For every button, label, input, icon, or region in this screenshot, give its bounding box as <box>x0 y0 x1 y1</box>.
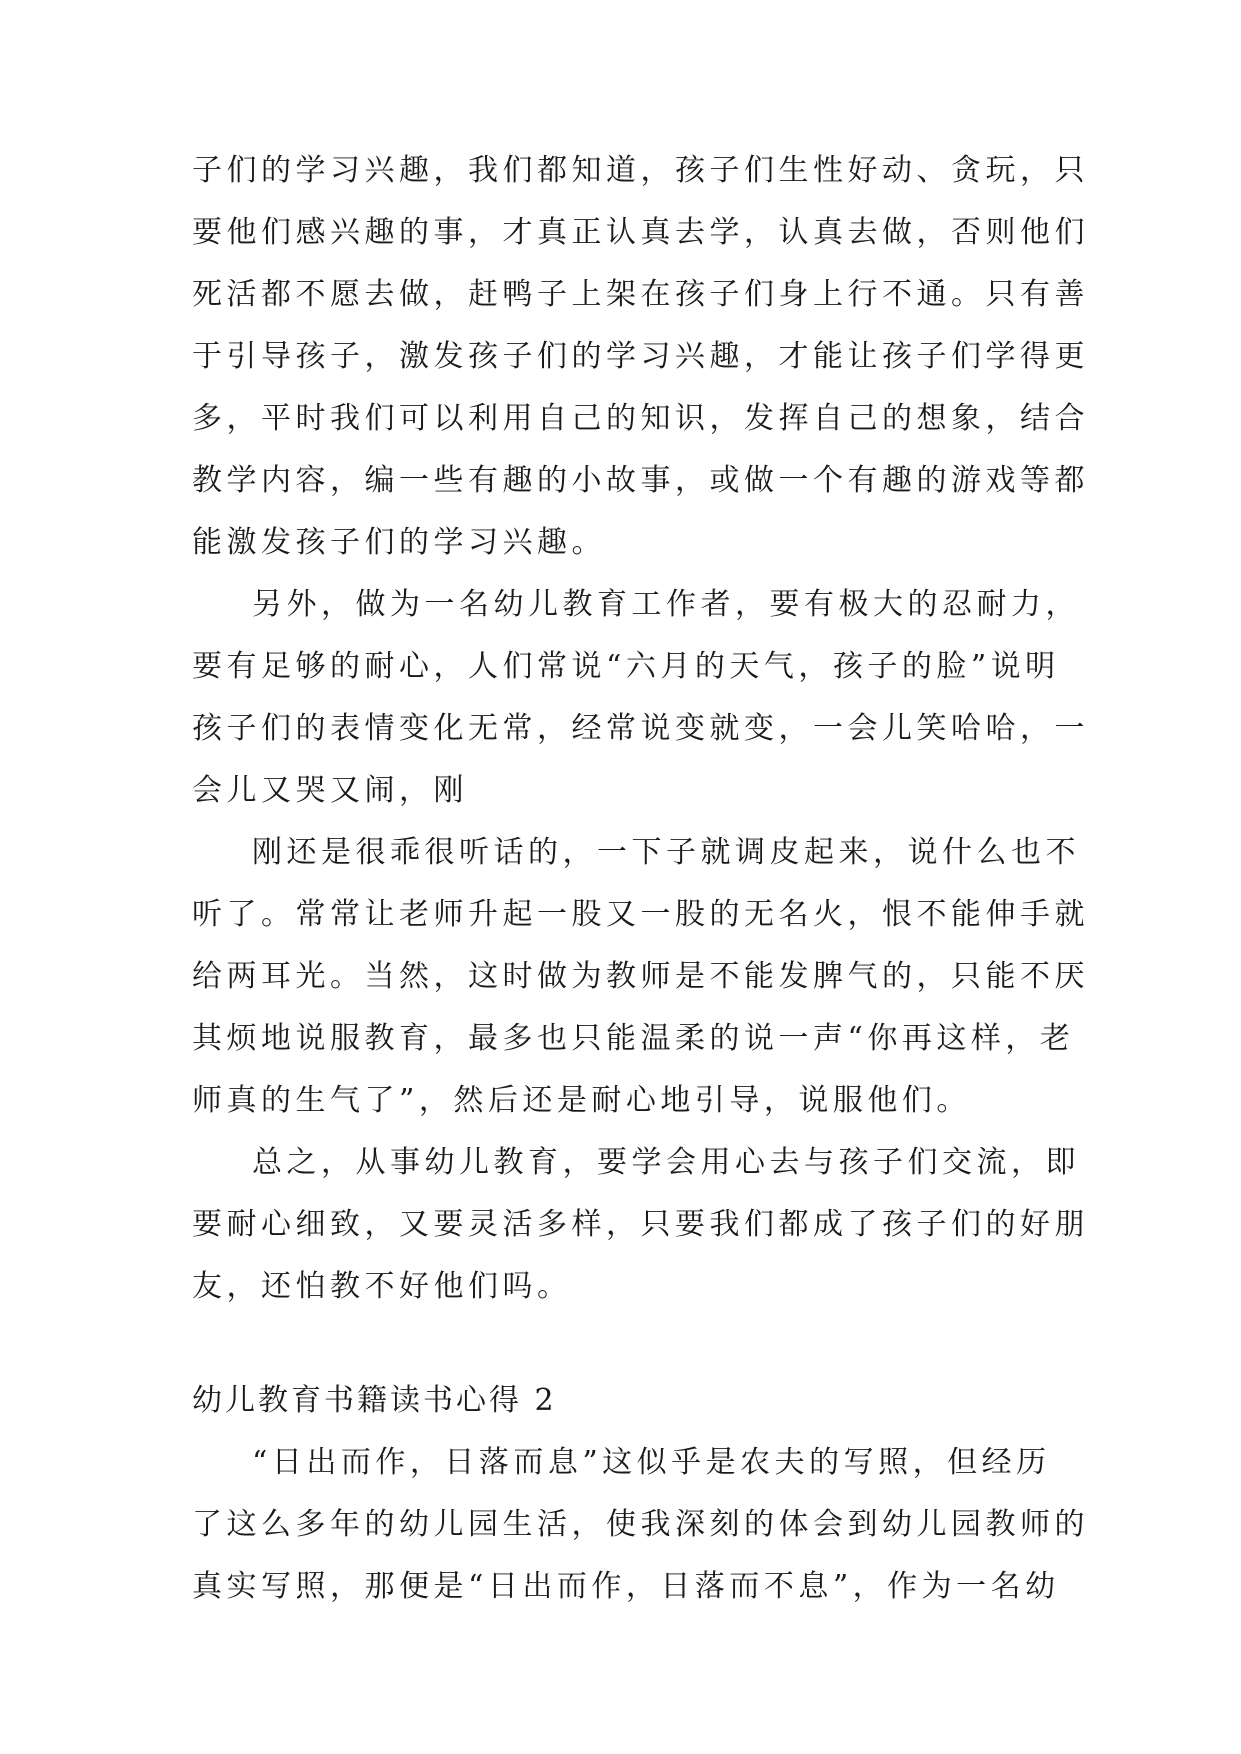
body-text-line: 会儿又哭又闹，刚 <box>192 773 468 808</box>
paragraph-first-line: 总之，从事幼儿教育，要学会用心去与孩子们交流，即 <box>252 1145 1080 1180</box>
body-text-line: 听了。常常让老师升起一股又一股的无名火，恨不能伸手就 <box>192 897 1089 932</box>
body-text-line: 师真的生气了”，然后还是耐心地引导，说服他们。 <box>192 1083 971 1118</box>
body-text-line: 友，还怕教不好他们吗。 <box>192 1269 572 1304</box>
body-text-line: 多，平时我们可以利用自己的知识，发挥自己的想象，结合 <box>192 401 1089 436</box>
body-text-line: 子们的学习兴趣，我们都知道，孩子们生性好动、贪玩，只 <box>192 153 1089 188</box>
paragraph-first-line: 刚还是很乖很听话的，一下子就调皮起来，说什么也不 <box>252 835 1080 870</box>
body-text-line: 要耐心细致，又要灵活多样，只要我们都成了孩子们的好朋 <box>192 1207 1089 1242</box>
section-heading: 幼儿教育书籍读书心得 2 <box>192 1383 557 1418</box>
body-text-line: 死活都不愿去做，赶鸭子上架在孩子们身上行不通。只有善 <box>192 277 1089 312</box>
body-text-line: 能激发孩子们的学习兴趣。 <box>192 525 606 560</box>
body-text-line: 真实写照，那便是“日出而作，日落而不息”，作为一名幼 <box>192 1569 1060 1604</box>
body-text-line: 教学内容，编一些有趣的小故事，或做一个有趣的游戏等都 <box>192 463 1089 498</box>
body-text-line: 了这么多年的幼儿园生活，使我深刻的体会到幼儿园教师的 <box>192 1507 1089 1542</box>
body-text-line: 要他们感兴趣的事，才真正认真去学，认真去做，否则他们 <box>192 215 1089 250</box>
paragraph-first-line: “日出而作，日落而息”这似乎是农夫的写照，但经历 <box>252 1445 1051 1480</box>
body-text-line: 孩子们的表情变化无常，经常说变就变，一会儿笑哈哈，一 <box>192 711 1089 746</box>
body-text-line: 其烦地说服教育，最多也只能温柔的说一声“你再这样，老 <box>192 1021 1075 1056</box>
paragraph-first-line: 另外，做为一名幼儿教育工作者，要有极大的忍耐力， <box>252 587 1080 622</box>
body-text-line: 于引导孩子，激发孩子们的学习兴趣，才能让孩子们学得更 <box>192 339 1089 374</box>
body-text-line: 要有足够的耐心，人们常说“六月的天气，孩子的脸”说明 <box>192 649 1060 684</box>
body-text-line: 给两耳光。当然，这时做为教师是不能发脾气的，只能不厌 <box>192 959 1089 994</box>
